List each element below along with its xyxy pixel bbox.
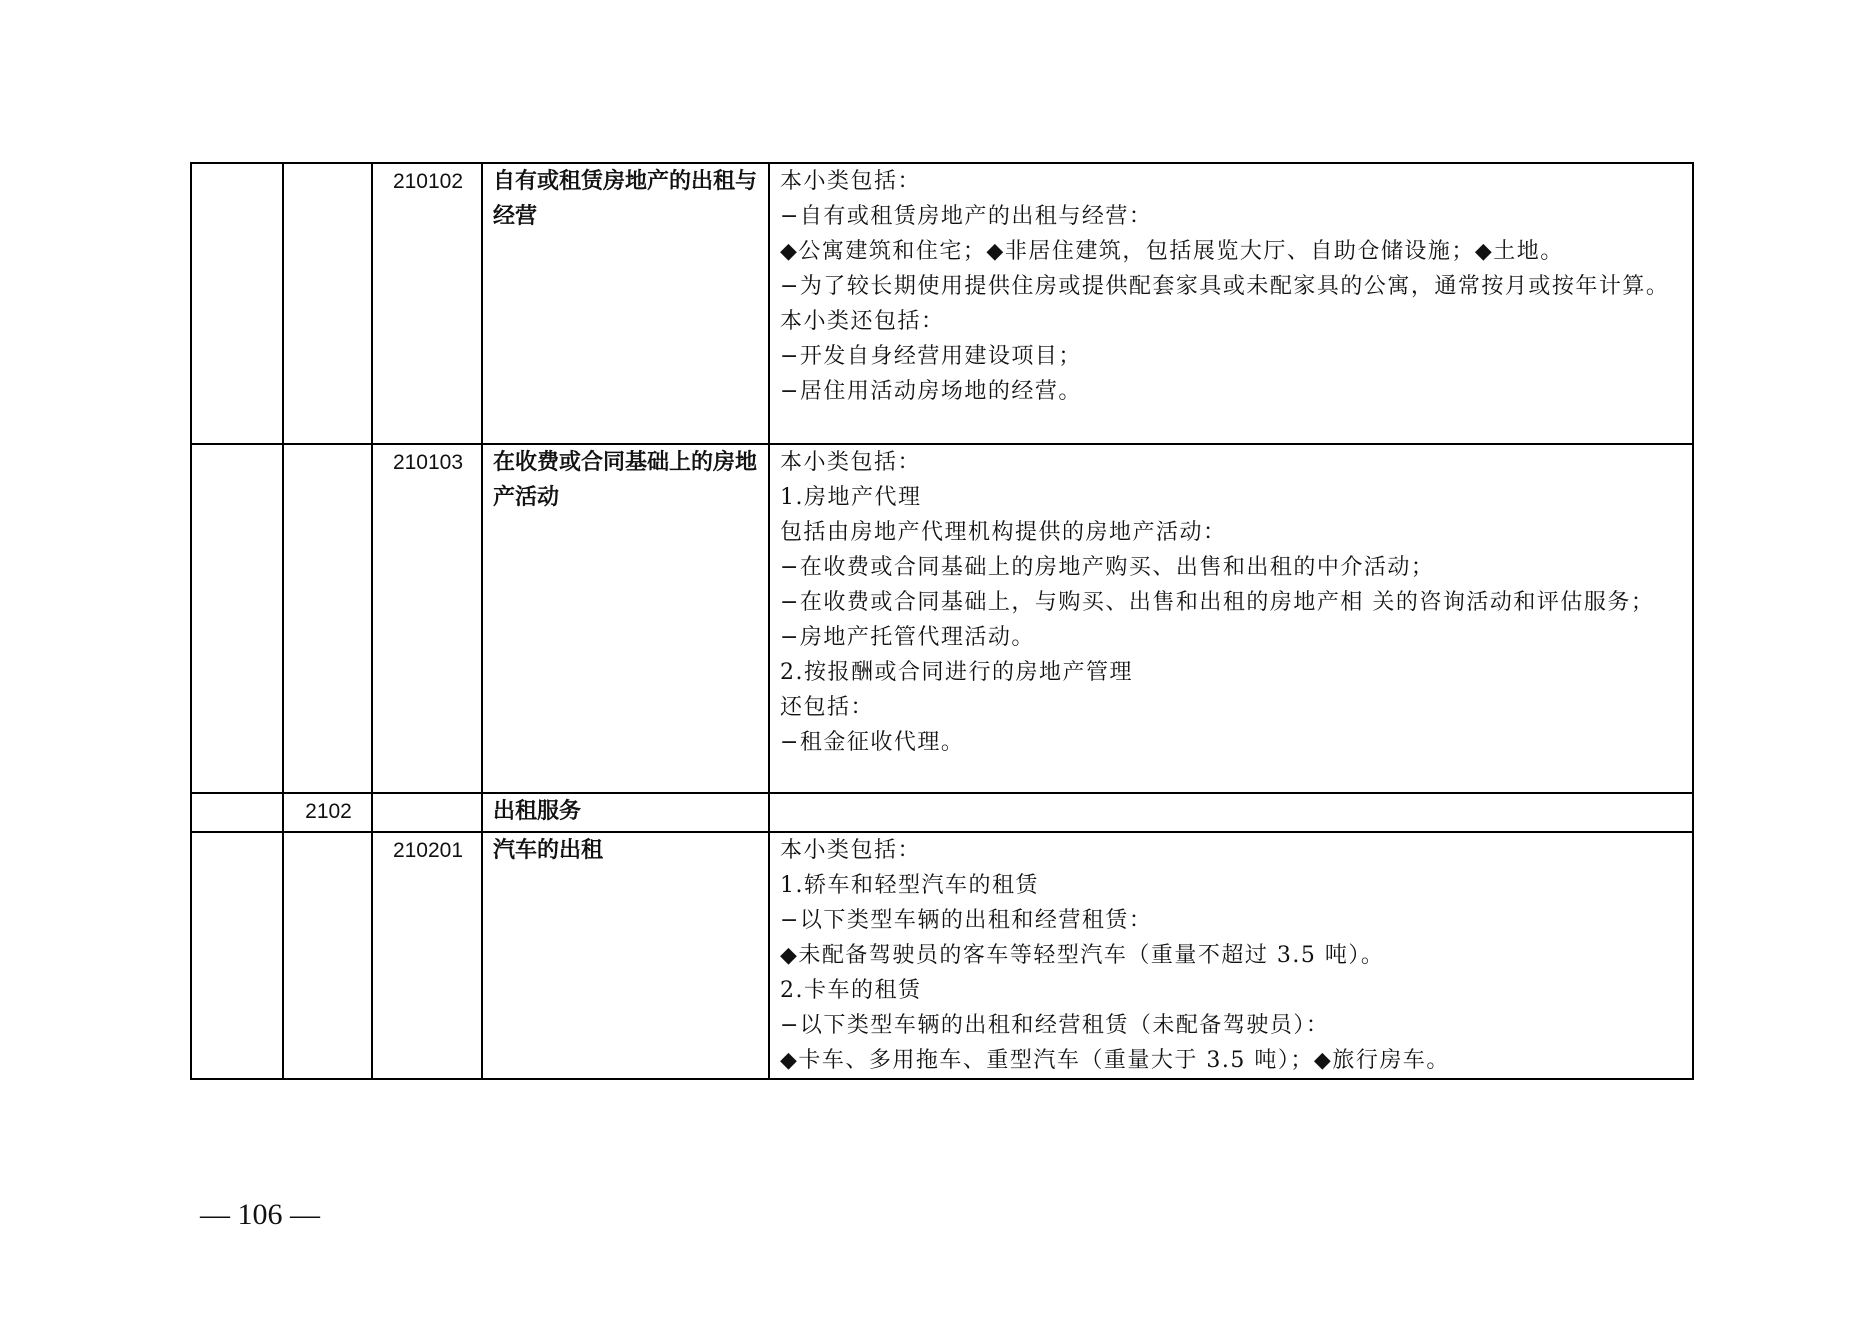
level2-cell	[283, 163, 372, 444]
code-cell: 210102	[372, 163, 482, 444]
table-body	[191, 163, 1693, 1079]
code-cell	[372, 793, 482, 832]
description-cell	[769, 444, 1693, 793]
description-line: −自有或租赁房地产的出租与经营：	[780, 204, 1153, 229]
description-line: −租金征收代理。	[780, 730, 965, 755]
description-line: −为了较长期使用提供住房或提供配套家具或未配家具的公寓，通常按月或按年计算。	[780, 274, 1670, 299]
name-cell: 出租服务	[482, 793, 769, 832]
description-line: −以下类型车辆的出租和经营租赁（未配备驾驶员）：	[780, 1013, 1330, 1038]
description-line: 2.按报酬或合同进行的房地产管理	[780, 660, 1133, 685]
table-row	[191, 793, 1693, 832]
name-cell: 汽车的出租	[482, 832, 769, 1079]
description-line: 包括由房地产代理机构提供的房地产活动：	[780, 520, 1227, 545]
description-line: −开发自身经营用建设项目；	[780, 344, 1082, 369]
description-line: ◆公寓建筑和住宅；◆非居住建筑，包括展览大厅、自助仓储设施；◆土地。	[780, 239, 1564, 264]
description-line: ◆未配备驾驶员的客车等轻型汽车（重量不超过 3.5 吨）。	[780, 943, 1385, 968]
classification-table	[190, 162, 1694, 1080]
table-row	[191, 163, 1693, 444]
table-row	[191, 444, 1693, 793]
description-line: 1.房地产代理	[780, 485, 922, 510]
description-line: 还包括：	[780, 695, 875, 720]
description-line: −在收费或合同基础上的房地产购买、出售和出租的中介活动；	[780, 555, 1435, 580]
level1-cell	[191, 163, 283, 444]
classification-table-container	[190, 162, 1692, 1080]
description-line: −在收费或合同基础上，与购买、出售和出租的房地产相 关的咨询活动和评估服务；	[780, 590, 1655, 615]
code-cell: 210201	[372, 832, 482, 1079]
description-line: −居住用活动房场地的经营。	[780, 379, 1082, 404]
description-cell	[769, 163, 1693, 444]
level2-cell	[283, 832, 372, 1079]
description-line: 本小类包括：	[780, 450, 922, 475]
code-cell: 210103	[372, 444, 482, 793]
description-line: 本小类包括：	[780, 838, 922, 863]
page-number: — 106 —	[200, 1198, 320, 1231]
level1-cell	[191, 832, 283, 1079]
level2-cell	[283, 444, 372, 793]
description-line: 本小类包括：	[780, 169, 922, 194]
description-cell	[769, 793, 1693, 832]
description-cell	[769, 832, 1693, 1079]
name-cell: 在收费或合同基础上的房地产活动	[482, 444, 769, 793]
table-row	[191, 832, 1693, 1079]
description-line: 2.卡车的租赁	[780, 978, 922, 1003]
name-cell: 自有或租赁房地产的出租与经营	[482, 163, 769, 444]
description-line: ◆卡车、多用拖车、重型汽车（重量大于 3.5 吨）；◆旅行房车。	[780, 1048, 1450, 1073]
description-line: 1.轿车和轻型汽车的租赁	[780, 873, 1039, 898]
description-line: −以下类型车辆的出租和经营租赁：	[780, 908, 1153, 933]
level1-cell	[191, 444, 283, 793]
level1-cell	[191, 793, 283, 832]
description-line: 本小类还包括：	[780, 309, 945, 334]
level2-cell: 2102	[283, 793, 372, 832]
description-line: −房地产托管代理活动。	[780, 625, 1035, 650]
